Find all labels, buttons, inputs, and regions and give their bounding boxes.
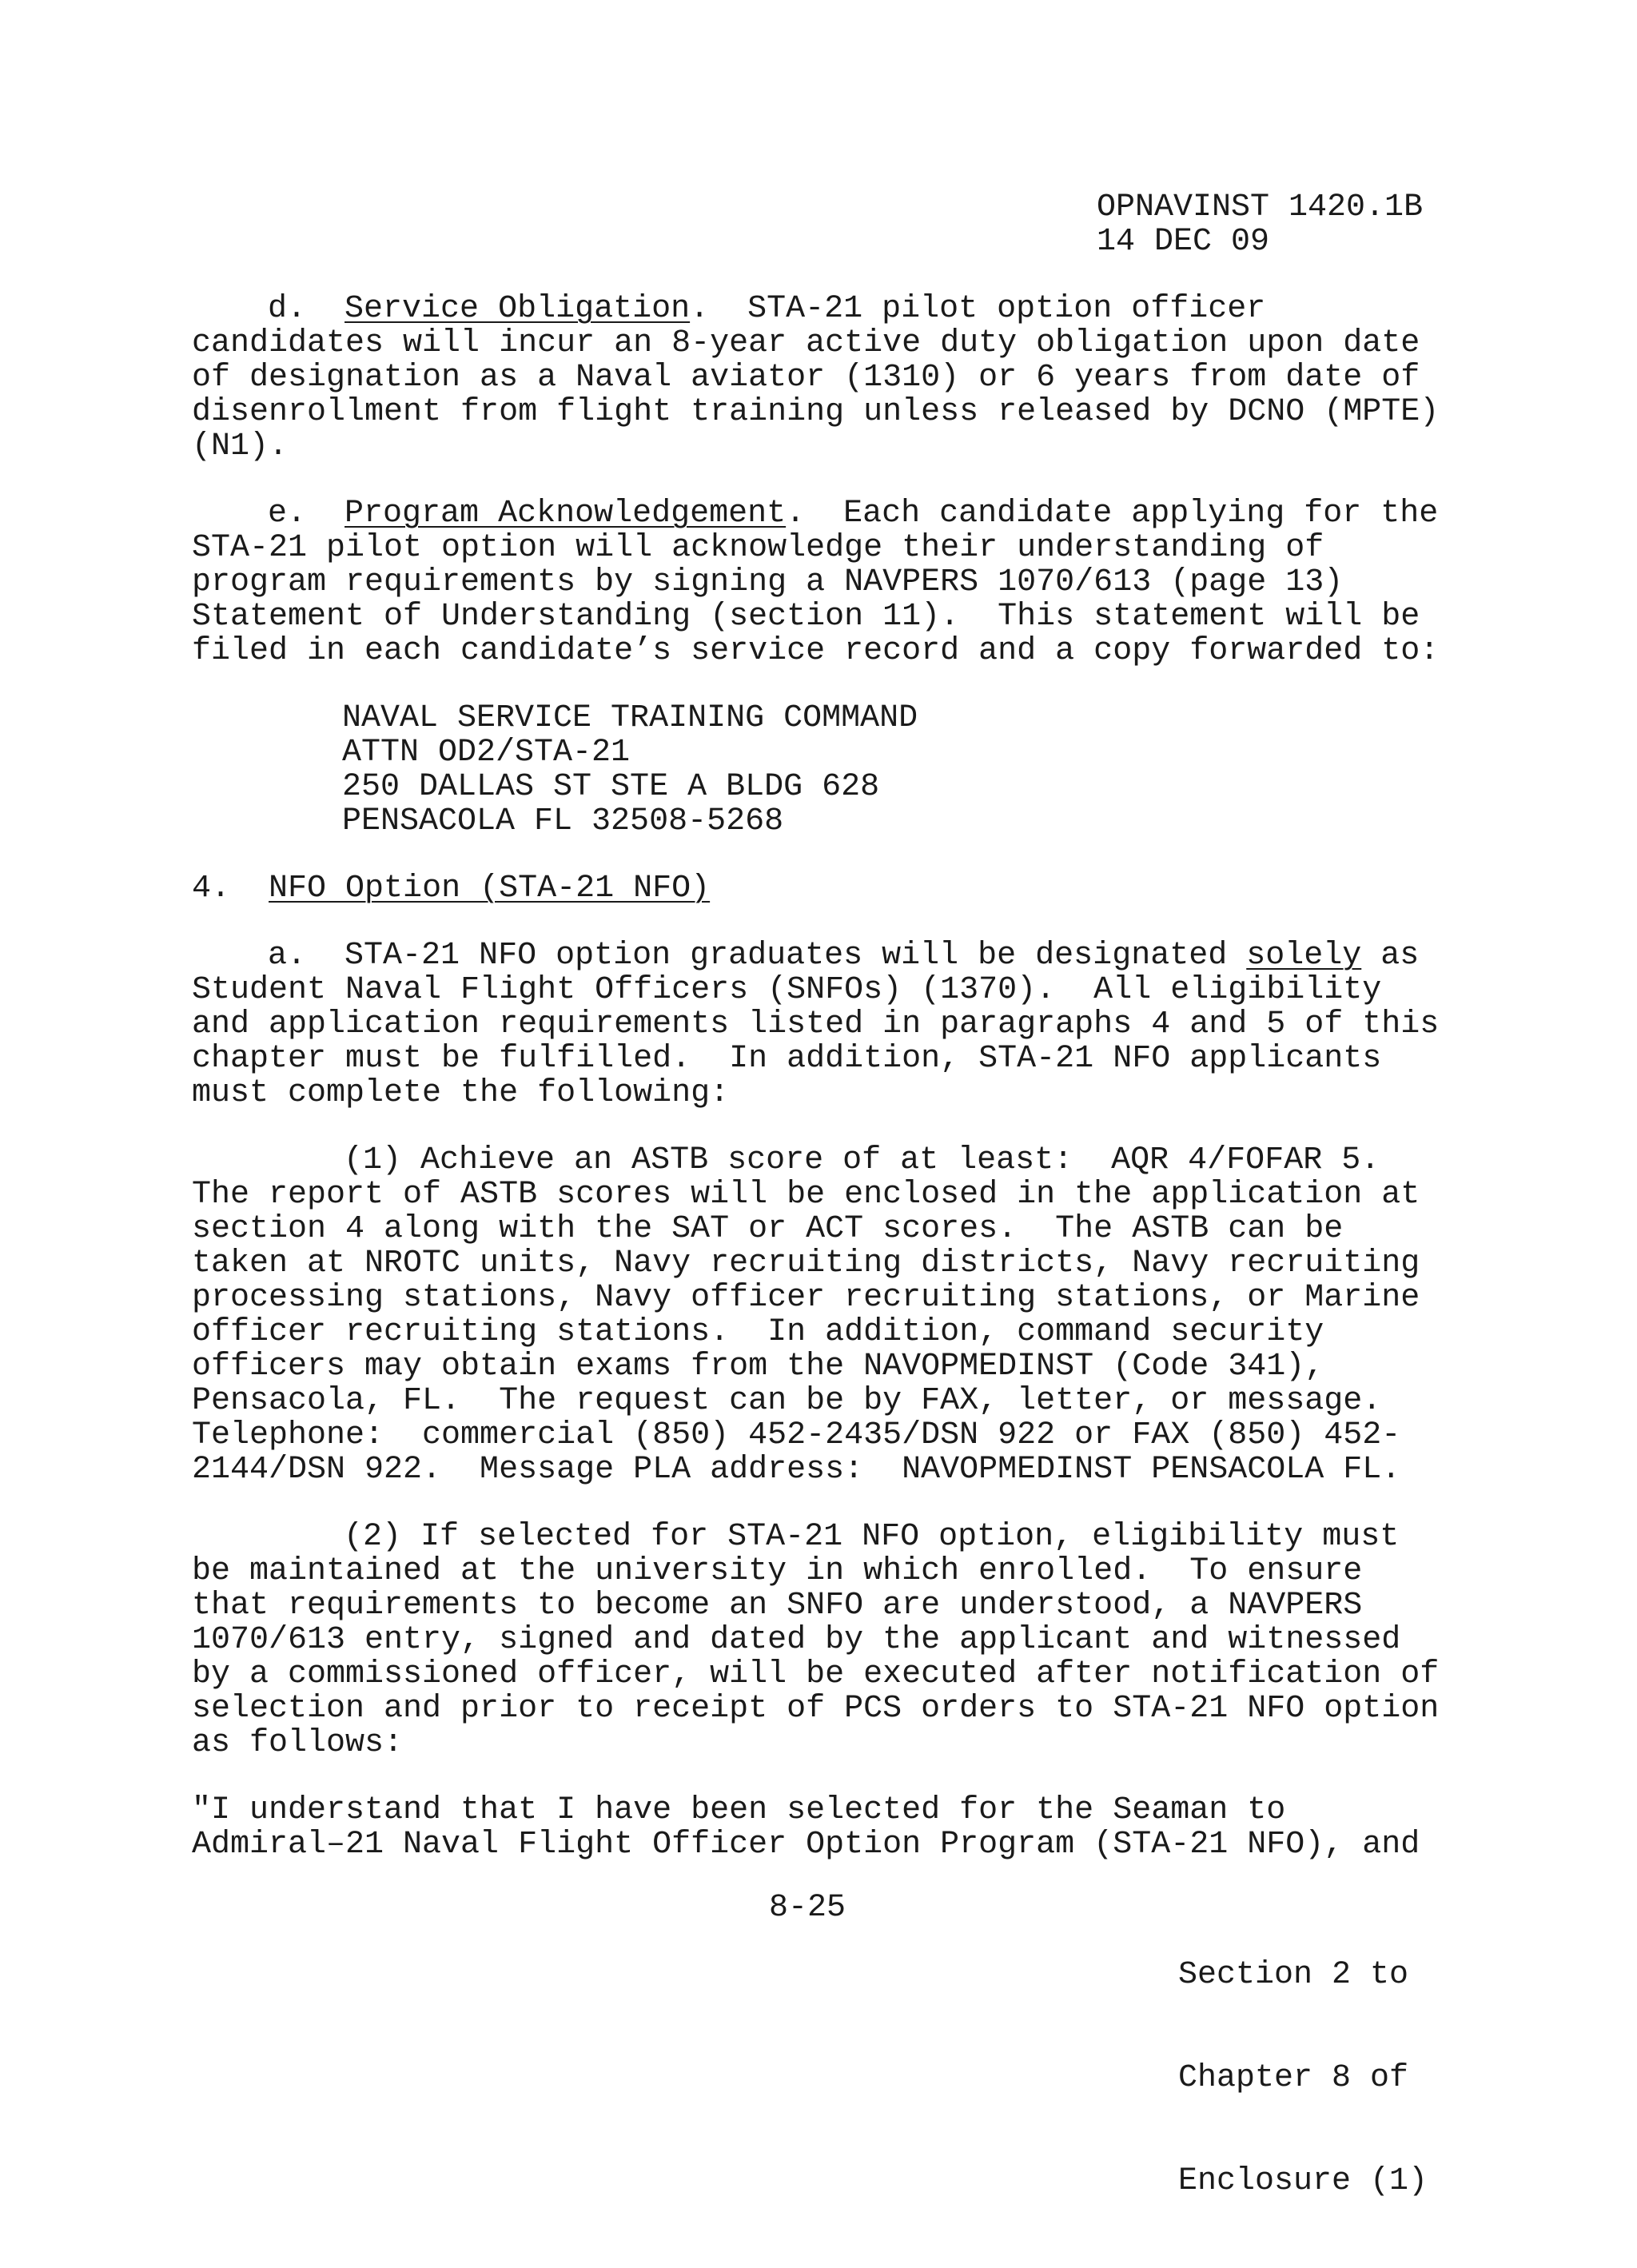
- para-a-line-0: Student Naval Flight Officers (SNFOs) (1370). All eligibility: [192, 972, 1382, 1008]
- para-d-line-1: candidates will incur an 8-year active duty obligation upon date: [192, 325, 1420, 361]
- footer-section-line-1: Chapter 8 of: [1178, 2060, 1409, 2096]
- para-a-line-3: must complete the following:: [192, 1075, 730, 1111]
- para-2-line-2: 1070/613 entry, signed and dated by the applicant and witnessed: [192, 1622, 1401, 1658]
- para-e-label: e.: [268, 496, 307, 532]
- para-1-line-5: officers may obtain exams from the NAVOPMEDINST (Code 341),: [192, 1349, 1324, 1385]
- footer-section: [1178, 1889, 1428, 2267]
- para-1-first-line: (1) Achieve an ASTB score of at least: AQR 4/FOFAR 5.: [344, 1142, 1380, 1178]
- address-line-0: NAVAL SERVICE TRAINING COMMAND: [342, 700, 918, 736]
- para-2-line-5: as follows:: [192, 1725, 404, 1761]
- para-2-line-4: selection and prior to receipt of PCS orders to STA-21 NFO option: [192, 1691, 1440, 1727]
- para-e-title: Program Acknowledgement: [345, 496, 787, 532]
- para-a-line-2: chapter must be fulfilled. In addition, STA-21 NFO applicants: [192, 1041, 1382, 1077]
- para-d-label: d.: [268, 291, 307, 327]
- para-1-line-3: processing stations, Navy officer recruiting stations, or Marine: [192, 1280, 1420, 1316]
- section-4-title: NFO Option (STA-21 NFO): [269, 871, 711, 907]
- para-1-line-2: taken at NROTC units, Navy recruiting districts, Navy recruiting: [192, 1246, 1420, 1281]
- quote-line-1: Admiral–21 Naval Flight Officer Option Program (STA-21 NFO), and: [192, 1827, 1420, 1863]
- footer-section-line-2: Enclosure (1): [1178, 2163, 1428, 2199]
- quote-line-0: "I understand that I have been selected for the Seaman to: [192, 1792, 1286, 1828]
- para-2-first-line: (2) If selected for STA-21 NFO option, eligibility must: [344, 1519, 1400, 1555]
- emphasis-solely: solely: [1246, 938, 1362, 974]
- para-1-line-8: 2144/DSN 922. Message PLA address: NAVOPMEDINST PENSACOLA FL.: [192, 1452, 1401, 1488]
- para-e-line-3: Statement of Understanding (section 11). This statement will be: [192, 599, 1420, 635]
- para-d-line-2: of designation as a Naval aviator (1310) or 6 years from date of: [192, 360, 1420, 396]
- para-e-line-1: STA-21 pilot option will acknowledge their understanding of: [192, 530, 1324, 566]
- para-a-line-1: and application requirements listed in paragraphs 4 and 5 of this: [192, 1006, 1440, 1042]
- para-2-line-3: by a commissioned officer, will be executed after notification of: [192, 1656, 1440, 1692]
- para-a-label: a.: [268, 938, 307, 974]
- para-d-first-line: [268, 290, 1265, 329]
- para-2-line-1: that requirements to become an SNFO are understood, a NAVPERS: [192, 1588, 1363, 1624]
- para-1-line-0: The report of ASTB scores will be enclosed in the application at: [192, 1177, 1420, 1213]
- para-e-first-line: [268, 495, 1438, 533]
- para-e-line-2: program requirements by signing a NAVPERS 1070/613 (page 13): [192, 564, 1344, 600]
- para-2-line-0: be maintained at the university in which enrolled. To ensure: [192, 1553, 1363, 1589]
- address-line-1: ATTN OD2/STA-21: [342, 735, 631, 771]
- para-1-line-1: section 4 along with the SAT or ACT scores. The ASTB can be: [192, 1211, 1344, 1247]
- instruction-date: 14 DEC 09: [1097, 224, 1270, 260]
- para-1-line-6: Pensacola, FL. The request can be by FAX, letter, or message.: [192, 1383, 1382, 1419]
- para-d-line-3: disenrollment from flight training unless released by DCNO (MPTE): [192, 394, 1440, 430]
- para-e-line-0: . Each candidate applying for the: [786, 496, 1439, 532]
- instruction-number: OPNAVINST 1420.1B: [1097, 189, 1424, 225]
- footer-section-line-0: Section 2 to: [1178, 1957, 1409, 1993]
- para-d-title: Service Obligation: [345, 291, 691, 327]
- address-line-3: PENSACOLA FL 32508-5268: [342, 803, 784, 839]
- para-d-line-0: . STA-21 pilot option officer: [690, 291, 1266, 327]
- para-1-line-7: Telephone: commercial (850) 452-2435/DSN 922 or FAX (850) 452-: [192, 1417, 1401, 1453]
- para-e-line-4: filed in each candidate’s service record and a copy forwarded to:: [192, 633, 1440, 669]
- section-4-number: 4.: [192, 871, 231, 907]
- section-4-heading: [192, 870, 710, 908]
- para-1-line-4: officer recruiting stations. In addition, command security: [192, 1314, 1324, 1350]
- address-line-2: 250 DALLAS ST STE A BLDG 628: [342, 769, 880, 805]
- para-a-first-line: a. STA-21 NFO option graduates will be designated solely as: [268, 938, 1420, 974]
- page-number: 8-25: [769, 1890, 846, 1926]
- para-d-line-4: (N1).: [192, 428, 289, 464]
